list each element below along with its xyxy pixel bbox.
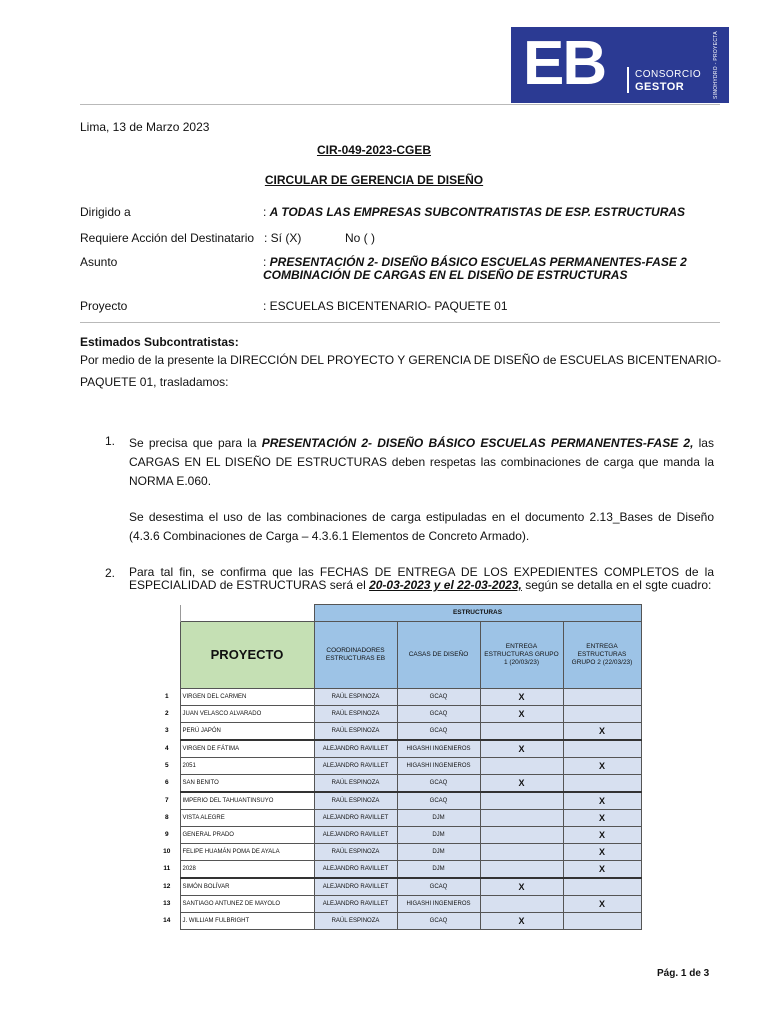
group-1-cell: X xyxy=(480,705,563,722)
document-date: Lima, 13 de Marzo 2023 xyxy=(80,120,210,134)
group-2-cell: X xyxy=(563,722,641,740)
item-1-number: 1. xyxy=(105,434,116,448)
design-house-cell: DJM xyxy=(397,843,480,860)
project-name-cell: IMPERIO DEL TAHUANTINSUYO xyxy=(180,792,314,810)
project-name-cell: J. WILLIAM FULBRIGHT xyxy=(180,912,314,929)
project-name-cell: VIRGEN DEL CARMEN xyxy=(180,688,314,705)
logo-separator xyxy=(627,67,629,93)
coordinator-cell: RAÚL ESPINOZA xyxy=(314,774,397,792)
project-name-cell: 2028 xyxy=(180,860,314,878)
design-house-cell: HIGASHI INGENIEROS xyxy=(397,740,480,758)
coordinator-cell: ALEJANDRO RAVILLET xyxy=(314,895,397,912)
group-1-header: ENTREGA ESTRUCTURAS GRUPO 1 (20/03/23) xyxy=(480,621,563,688)
row-number: 3 xyxy=(164,727,169,735)
item-1-paragraph-2: Se desestima el uso de las combinaciones de carga estipuladas en el documento 2.13_Bases de Diseño (4.3.6 Combinaciones de Carga – 4.3.6.1 Elementos de Concreto Armado). xyxy=(129,510,714,543)
row-number: 9 xyxy=(164,831,169,838)
group-2-cell: X xyxy=(563,757,641,774)
row-number: 12 xyxy=(163,882,171,890)
accion-no: No ( ) xyxy=(345,231,375,245)
table-row xyxy=(154,878,641,896)
row-number: 13 xyxy=(163,900,171,907)
table-row xyxy=(154,860,641,878)
group-1-cell xyxy=(480,757,563,774)
header-divider xyxy=(80,104,720,105)
project-name-cell: VIRGEN DE FÁTIMA xyxy=(180,740,314,758)
delivery-table xyxy=(154,604,642,930)
row-number: 7 xyxy=(164,796,169,804)
row-number: 5 xyxy=(164,762,169,769)
group-2-cell: X xyxy=(563,895,641,912)
table-row xyxy=(154,792,641,810)
group-1-cell xyxy=(480,792,563,810)
row-number: 2 xyxy=(164,710,169,717)
table-row xyxy=(154,740,641,758)
design-house-cell: HIGASHI INGENIEROS xyxy=(397,895,480,912)
design-house-cell: GCAQ xyxy=(397,688,480,705)
row-number: 8 xyxy=(164,814,169,821)
group-2-cell: X xyxy=(563,792,641,810)
design-house-cell: GCAQ xyxy=(397,912,480,929)
logo-line-1: CONSORCIO xyxy=(635,69,702,80)
coordinator-cell: RAÚL ESPINOZA xyxy=(314,843,397,860)
logo-side-text: SINOHYDRO - PROYECTA xyxy=(713,31,719,99)
group-1-cell xyxy=(480,826,563,843)
project-name-cell: JUAN VELASCO ALVARADO xyxy=(180,705,314,722)
design-house-cell: GCAQ xyxy=(397,792,480,810)
table-row xyxy=(154,705,641,722)
project-name-cell: GENERAL PRADO xyxy=(180,826,314,843)
design-house-cell: GCAQ xyxy=(397,878,480,896)
group-2-cell xyxy=(563,878,641,896)
coordinator-cell: ALEJANDRO RAVILLET xyxy=(314,878,397,896)
proyecto-header: PROYECTO xyxy=(180,621,314,688)
greeting: Estimados Subcontratistas: xyxy=(80,335,239,349)
accion-si: : Sí (X) xyxy=(264,231,302,245)
group-2-cell: X xyxy=(563,826,641,843)
design-house-cell: DJM xyxy=(397,809,480,826)
row-number: 6 xyxy=(164,779,169,787)
design-house-cell: GCAQ xyxy=(397,705,480,722)
coordinator-cell: RAÚL ESPINOZA xyxy=(314,705,397,722)
group-2-cell xyxy=(563,912,641,929)
project-name-cell: SANTIAGO ANTUNEZ DE MAYOLO xyxy=(180,895,314,912)
intro-line-1: Por medio de la presente la DIRECCIÓN DEL PROYECTO Y GERENCIA DE DISEÑO de ESCUELAS BICENTENARIO- xyxy=(80,353,722,367)
table-row xyxy=(154,774,641,792)
coordinator-cell: RAÚL ESPINOZA xyxy=(314,722,397,740)
group-2-header: ENTREGA ESTRUCTURAS GRUPO 2 (22/03/23) xyxy=(563,621,641,688)
group-2-cell: X xyxy=(563,843,641,860)
group-1-cell: X xyxy=(480,688,563,705)
document-code: CIR-049-2023-CGEB xyxy=(316,143,432,157)
document-title: CIRCULAR DE GERENCIA DE DISEÑO xyxy=(264,173,484,187)
table-row xyxy=(154,895,641,912)
table-row xyxy=(154,843,641,860)
group-1-cell: X xyxy=(480,740,563,758)
dirigido-value: : A TODAS LAS EMPRESAS SUBCONTRATISTAS DE ESP. ESTRUCTURAS xyxy=(263,205,686,219)
coordinator-cell: RAÚL ESPINOZA xyxy=(314,792,397,810)
coordinators-header: COORDINADORES ESTRUCTURAS EB xyxy=(314,621,397,688)
table-row xyxy=(154,722,641,740)
company-logo xyxy=(511,27,729,103)
item-2-number: 2. xyxy=(105,566,116,580)
group-2-cell: X xyxy=(563,860,641,878)
item-1-text: Se precisa que para la PRESENTACIÓN 2- DISEÑO BÁSICO ESCUELAS PERMANENTES-FASE 2, las CARGAS EN EL DISEÑO DE ESTRUCTURAS deben respetas las combinaciones de carga que manda la NORMA E.060. xyxy=(129,436,714,488)
asunto-line-1: : PRESENTACIÓN 2- DISEÑO BÁSICO ESCUELAS PERMANENTES-FASE 2 xyxy=(263,255,687,269)
row-number: 1 xyxy=(164,693,169,700)
table-row xyxy=(154,757,641,774)
dirigido-label: Dirigido a xyxy=(80,205,131,219)
design-house-cell: DJM xyxy=(397,826,480,843)
group-1-cell: X xyxy=(480,912,563,929)
row-number: 4 xyxy=(164,744,169,752)
coordinator-cell: RAÚL ESPINOZA xyxy=(314,912,397,929)
group-1-cell: X xyxy=(480,774,563,792)
design-house-cell: GCAQ xyxy=(397,722,480,740)
table-row xyxy=(154,912,641,929)
project-name-cell: 2051 xyxy=(180,757,314,774)
group-2-cell xyxy=(563,740,641,758)
item-2-text: Para tal fin, se confirma que las FECHAS DE ENTREGA DE LOS EXPEDIENTES COMPLETOS de la ESPECIALIDAD de ESTRUCTURAS será el 20-03-2023 y el 22-03-2023, según se detalla en el sgte cuadro: xyxy=(129,565,714,592)
coordinator-cell: ALEJANDRO RAVILLET xyxy=(314,757,397,774)
proyecto-label: Proyecto xyxy=(80,299,128,313)
row-number: 10 xyxy=(163,848,171,855)
coordinator-cell: RAÚL ESPINOZA xyxy=(314,688,397,705)
structures-group-header: ESTRUCTURAS xyxy=(314,605,641,622)
group-1-cell: X xyxy=(480,878,563,896)
project-name-cell: FELIPE HUAMÁN POMA DE AYALA xyxy=(180,843,314,860)
project-name-cell: PERÚ JAPÓN xyxy=(180,722,314,740)
row-number: 11 xyxy=(163,865,171,873)
design-houses-header: CASAS DE DISEÑO xyxy=(397,621,480,688)
project-name-cell: SAN BENITO xyxy=(180,774,314,792)
project-name-cell: VISTA ALEGRE xyxy=(180,809,314,826)
design-house-cell: HIGASHI INGENIEROS xyxy=(397,757,480,774)
project-name-cell: SIMÓN BOLÍVAR xyxy=(180,878,314,896)
group-1-cell xyxy=(480,809,563,826)
logo-line-2: GESTOR xyxy=(635,81,685,93)
group-2-cell xyxy=(563,688,641,705)
table-row xyxy=(154,826,641,843)
group-1-cell xyxy=(480,722,563,740)
table-body xyxy=(154,688,641,929)
group-2-cell xyxy=(563,705,641,722)
group-2-cell: X xyxy=(563,809,641,826)
group-1-cell xyxy=(480,860,563,878)
page-number: Pág. 1 de 3 xyxy=(657,968,710,979)
asunto-line-2: COMBINACIÓN DE CARGAS EN EL DISEÑO DE ESTRUCTURAS xyxy=(263,268,628,282)
design-house-cell: GCAQ xyxy=(397,774,480,792)
group-1-cell xyxy=(480,843,563,860)
coordinator-cell: ALEJANDRO RAVILLET xyxy=(314,809,397,826)
coordinator-cell: ALEJANDRO RAVILLET xyxy=(314,860,397,878)
fields-divider xyxy=(80,322,720,323)
design-house-cell: DJM xyxy=(397,860,480,878)
table-row xyxy=(154,809,641,826)
coordinator-cell: ALEJANDRO RAVILLET xyxy=(314,740,397,758)
accion-label: Requiere Acción del Destinatario xyxy=(80,231,255,245)
asunto-label: Asunto xyxy=(80,255,118,269)
row-number: 14 xyxy=(163,917,171,924)
table-row xyxy=(154,688,641,705)
logo-mark: EB xyxy=(523,29,606,98)
intro-line-2: PAQUETE 01, trasladamos: xyxy=(80,375,229,389)
group-2-cell xyxy=(563,774,641,792)
proyecto-value: : ESCUELAS BICENTENARIO- PAQUETE 01 xyxy=(263,299,508,313)
group-1-cell xyxy=(480,895,563,912)
coordinator-cell: ALEJANDRO RAVILLET xyxy=(314,826,397,843)
